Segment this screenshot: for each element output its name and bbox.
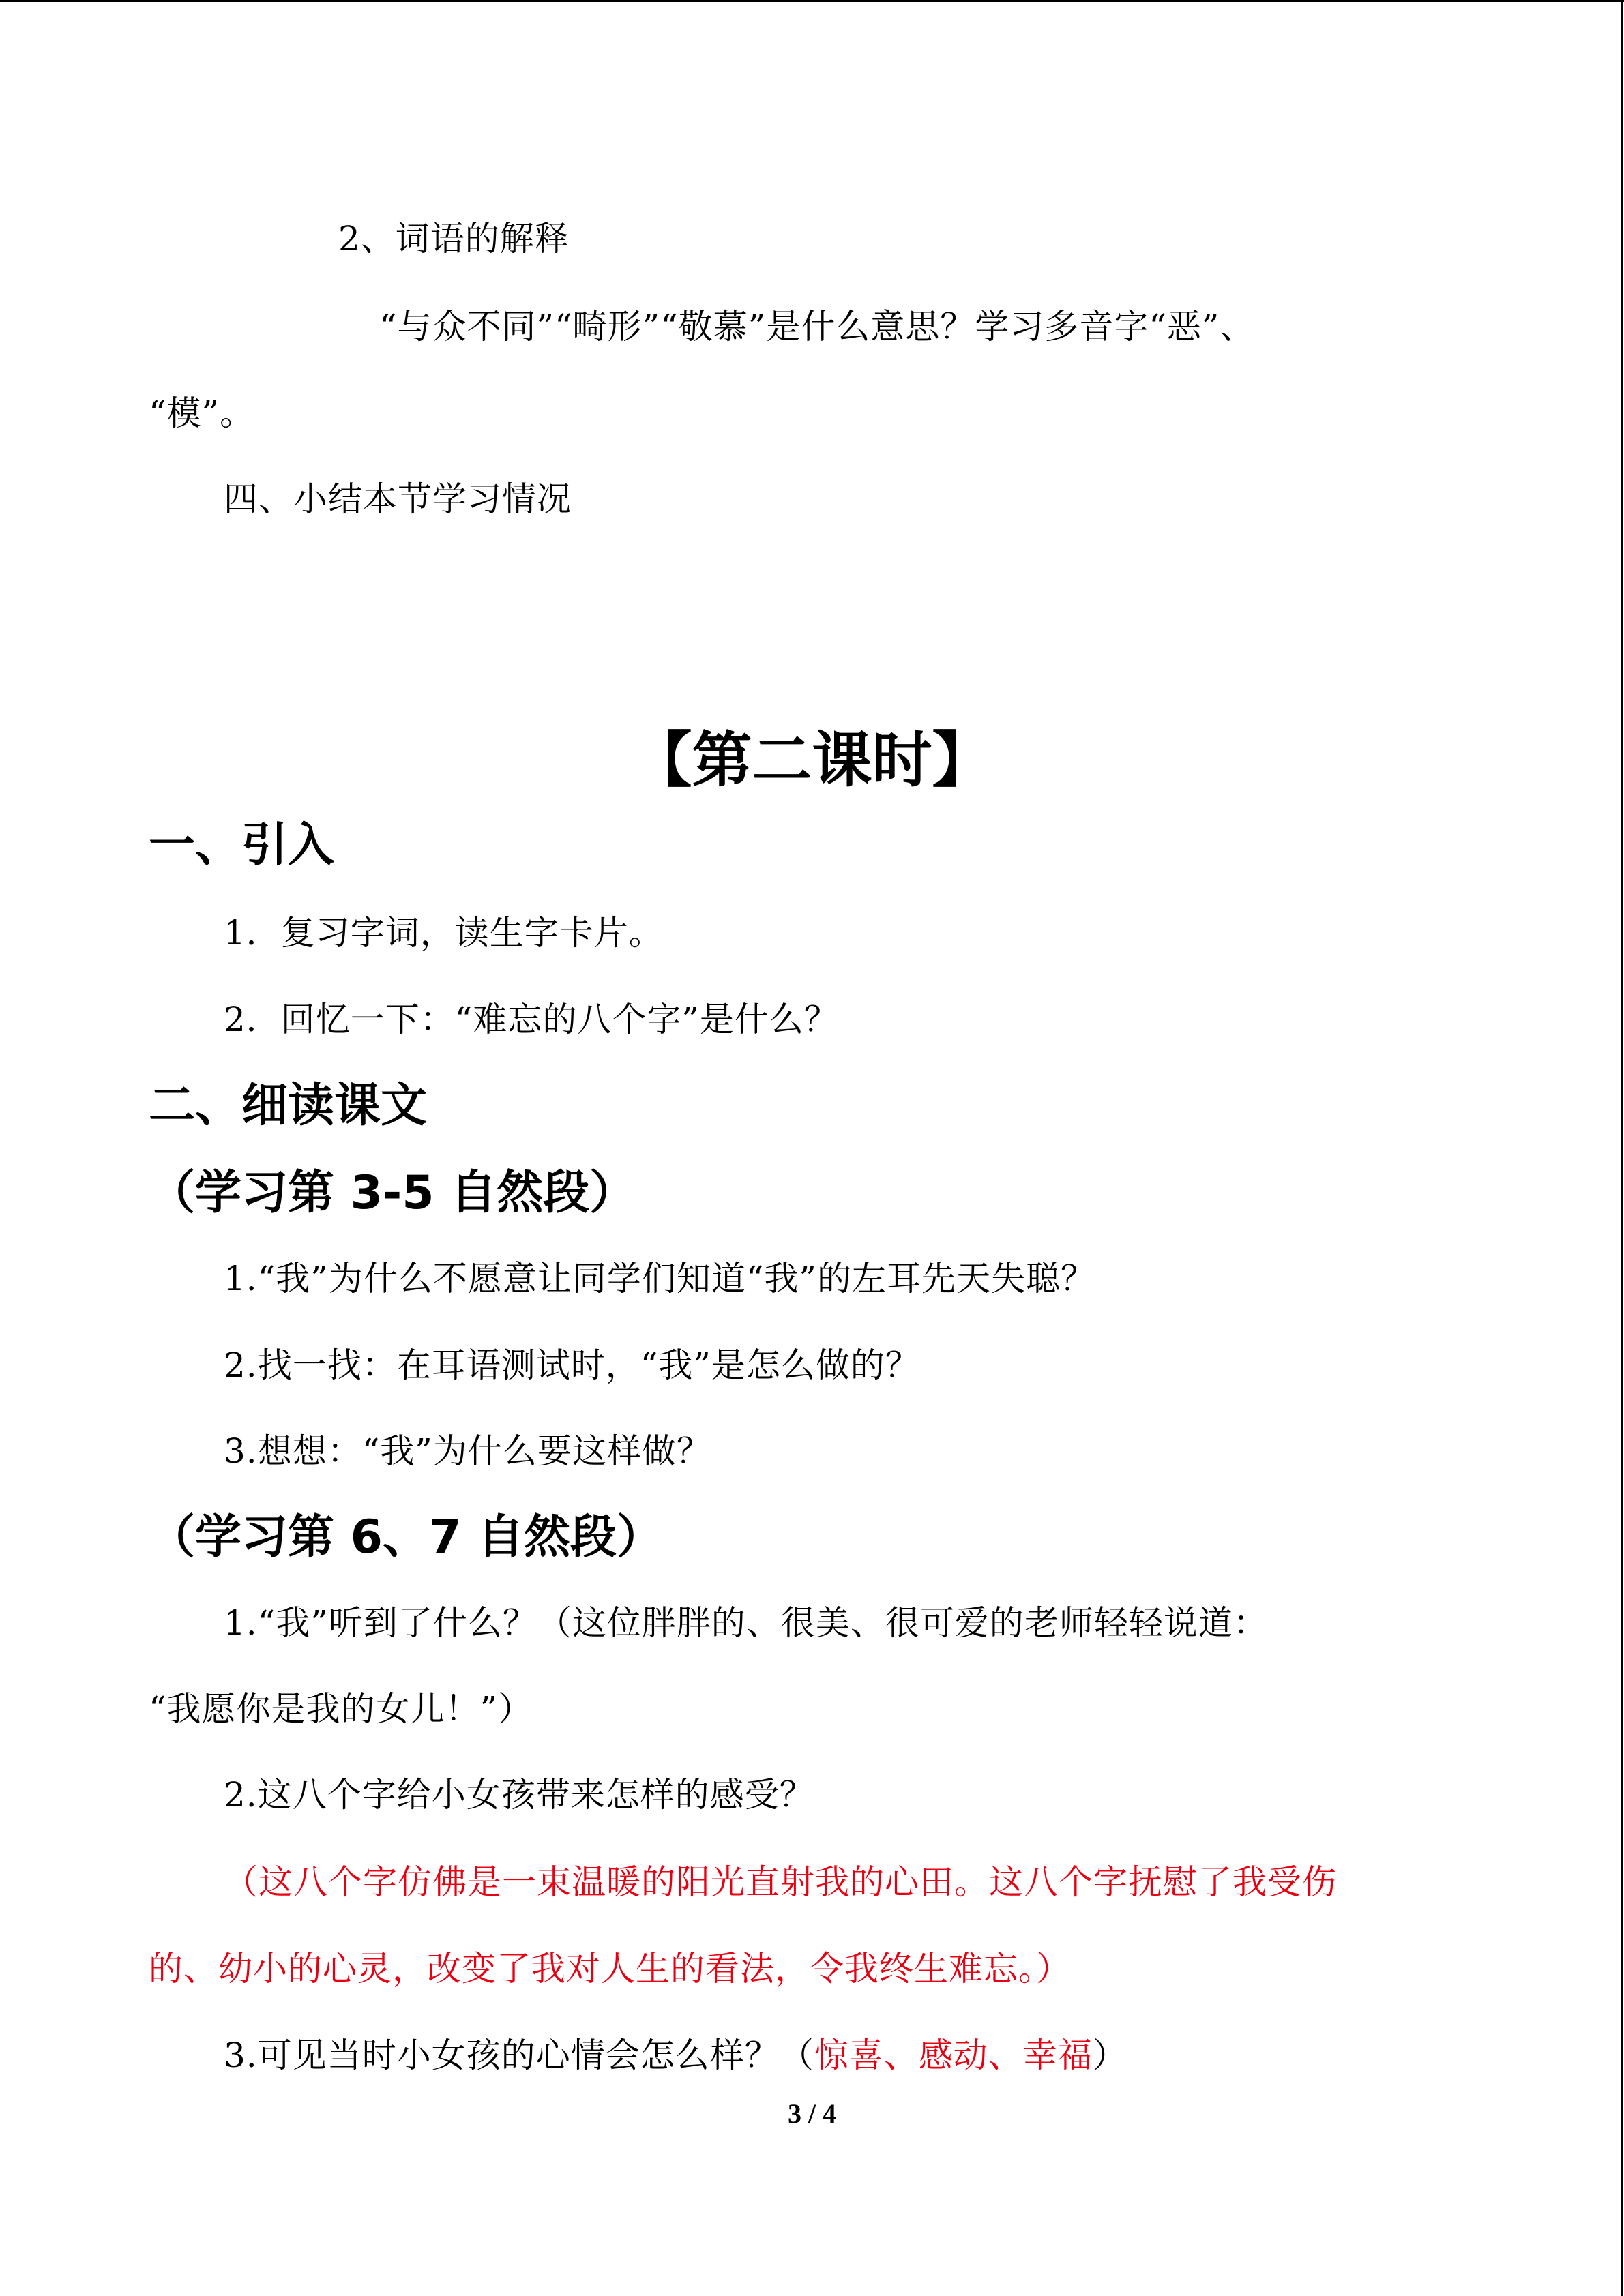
section-intro-heading: 一、引入 [149,818,335,872]
lesson-title: 【第二课时】 [632,725,992,795]
part2-q3-close: ） [1092,2036,1127,2075]
part2-answer2-line1: （这八个字仿佛是一束温暖的阳光直射我的心田。这八个字抚慰了我受伤 [224,1862,1337,1902]
intro-item-2: 2．回忆一下：“难忘的八个字”是什么？ [224,1000,839,1039]
vocab-heading: 2、词语的解释 [338,219,570,258]
part2-subheading: （学习第 6、7 自然段） [149,1510,663,1564]
part1-item-2: 2.找一找：在耳语测试时，“我”是怎么做的？ [224,1345,920,1385]
top-border [0,0,1624,2]
page-number: 3 / 4 [787,2098,837,2129]
summary-heading: 四、小结本节学习情况 [224,479,572,519]
part1-item-1: 1.“我”为什么不愿意让同学们知道“我”的左耳先天失聪？ [224,1259,1095,1298]
part2-q1-line1: 1.“我”听到了什么？（这位胖胖的、很美、很可爱的老师轻轻说道： [224,1603,1268,1643]
intro-item-1: 1．复习字词，读生字卡片。 [224,913,664,953]
part1-item-3: 3.想想：“我”为什么要这样做？ [224,1431,711,1471]
right-border [1621,0,1623,2296]
section-reading-heading: 二、细读课文 [149,1079,428,1133]
part2-q1-line2: “我愿你是我的女儿！”） [149,1689,533,1729]
part2-q3-answer: 惊喜、感动、幸福 [814,2036,1093,2075]
part2-q2: 2.这八个字给小女孩带来怎样的感受？ [224,1775,814,1815]
vocab-question-line2: “模”。 [149,393,255,433]
vocab-question-line1: “与众不同”“畸形”“敬慕”是什么意思？学习多音字“恶”、 [379,307,1255,346]
part2-q3-text: 3.可见当时小女孩的心情会怎么样？（ [224,2036,814,2075]
part2-q3 [224,2033,1127,2077]
part1-subheading: （学习第 3-5 自然段） [149,1166,636,1220]
part2-answer2-line2: 的、幼小的心灵，改变了我对人生的看法，令我终生难忘。） [149,1949,1071,1988]
